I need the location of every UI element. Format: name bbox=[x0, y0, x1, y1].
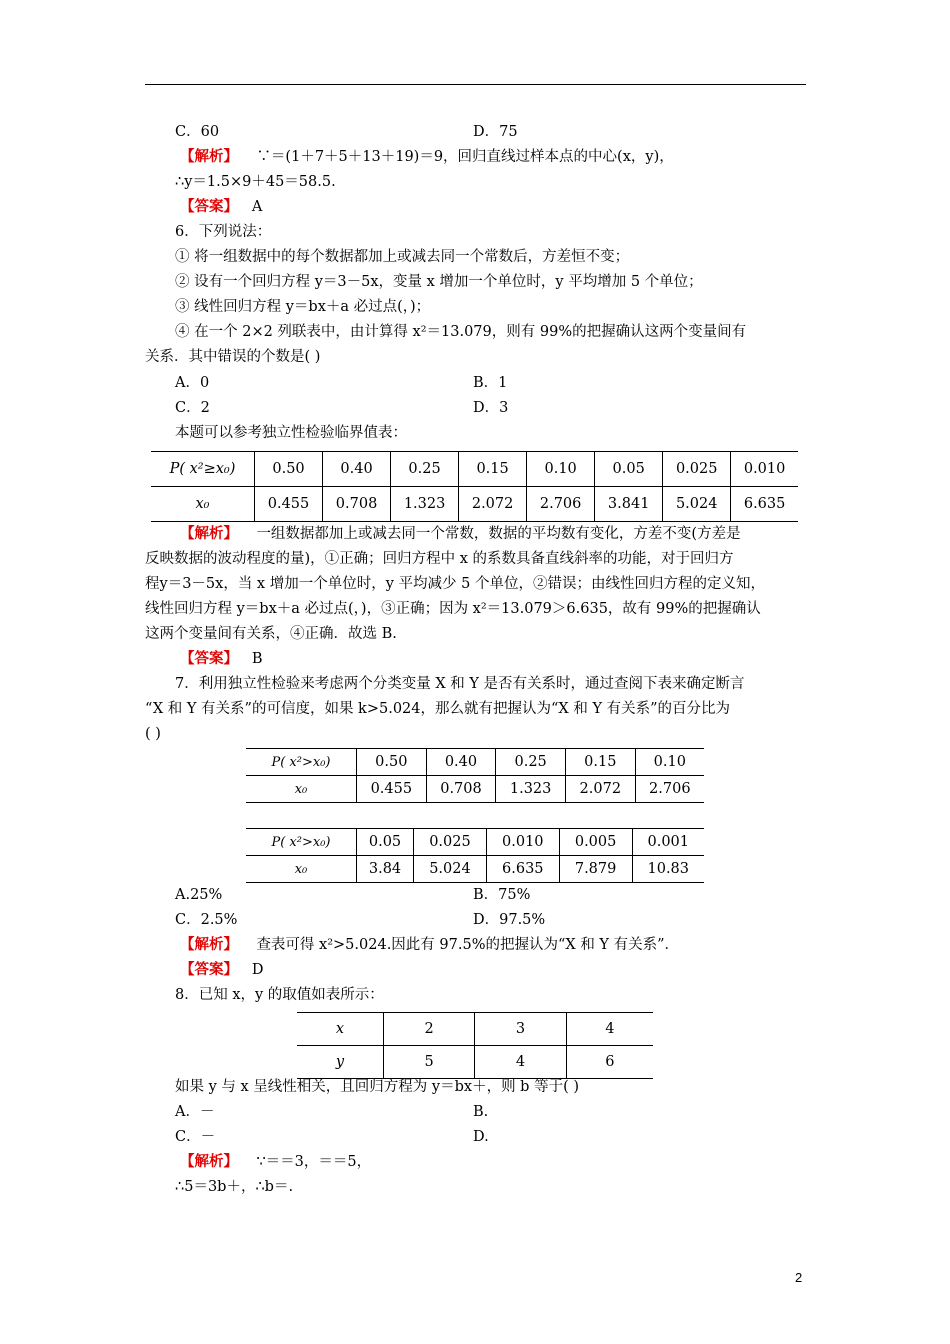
option-c: C．60 bbox=[175, 124, 220, 140]
table-cell: 3 bbox=[475, 1013, 566, 1046]
analysis-line bbox=[180, 524, 741, 544]
page-number: 2 bbox=[795, 1270, 803, 1285]
answer-text: A bbox=[251, 199, 263, 215]
table-cell: P( x²≥x₀) bbox=[151, 452, 255, 487]
text-line: “X 和 Y 有关系”的可信度，如果 k>5.024，那么就有把握认为“X 和 Y 有关系”的百分比为 bbox=[145, 701, 731, 717]
table-cell: 2.072 bbox=[565, 776, 635, 803]
analysis-text: 查表可得 x²>5.024.因此有 97.5%的把握认为“X 和 Y 有关系”． bbox=[256, 937, 680, 953]
option-d: D. bbox=[473, 1129, 489, 1145]
table-cell: 0.25 bbox=[496, 749, 566, 776]
xy-value-table bbox=[297, 1012, 653, 1079]
text-line: ( ) bbox=[145, 726, 161, 742]
question-title: 7．利用独立性检验来考虑两个分类变量 X 和 Y 是否有关系时，通过查阅下表来确定断言 bbox=[175, 676, 745, 692]
option-c: C．2.5% bbox=[175, 912, 238, 928]
question-title: 8．已知 x，y 的取值如表所示： bbox=[175, 987, 384, 1003]
analysis-line bbox=[180, 147, 674, 167]
option-d: D．3 bbox=[473, 400, 509, 416]
table-row bbox=[297, 1013, 653, 1046]
table-cell: 0.05 bbox=[357, 829, 414, 856]
statement-1: ① 将一组数据中的每个数据都加上或减去同一个常数后，方差恒不变； bbox=[175, 249, 630, 265]
table-cell: 0.455 bbox=[357, 776, 427, 803]
analysis-line bbox=[180, 935, 679, 955]
table-cell: 0.010 bbox=[731, 452, 798, 487]
table-row bbox=[246, 829, 704, 856]
table-cell: 10.83 bbox=[632, 856, 704, 883]
table-cell: 0.40 bbox=[323, 452, 391, 487]
table-cell: 0.40 bbox=[426, 749, 496, 776]
table-cell: 0.455 bbox=[255, 487, 323, 522]
text-line: 如果 y 与 x 呈线性相关，且回归方程为 y＝bx＋，则 b 等于( ) bbox=[175, 1079, 579, 1095]
analysis-text: ∵＝＝3，＝＝5， bbox=[256, 1154, 372, 1170]
answer-line bbox=[180, 649, 262, 669]
answer-text: D bbox=[251, 962, 264, 978]
option-b: B．75% bbox=[473, 887, 531, 903]
table-cell: 3.84 bbox=[357, 856, 414, 883]
analysis-line bbox=[180, 1152, 371, 1172]
table-row bbox=[151, 487, 798, 522]
table-cell: 5.024 bbox=[663, 487, 731, 522]
answer-text: B bbox=[251, 651, 263, 667]
table-cell: 0.10 bbox=[635, 749, 704, 776]
option-a: A．－ bbox=[175, 1104, 215, 1120]
question-title: 6．下列说法： bbox=[175, 224, 272, 240]
table-cell: 2.072 bbox=[459, 487, 527, 522]
text-line: 关系．其中错误的个数是( ) bbox=[145, 349, 321, 365]
text-line: 本题可以参考独立性检验临界值表： bbox=[175, 425, 407, 441]
answer-tag: 【答案】 bbox=[180, 650, 238, 667]
analysis-tag: 【解析】 bbox=[180, 1153, 238, 1170]
table-cell: 6.635 bbox=[731, 487, 798, 522]
lookup-table-2 bbox=[246, 828, 704, 883]
table-cell: 0.50 bbox=[357, 749, 427, 776]
table-cell: 0.15 bbox=[565, 749, 635, 776]
table-cell: 1.323 bbox=[391, 487, 459, 522]
text-line: 线性回归方程 y＝bx＋a 必过点(，)，③正确；因为 x²＝13.079＞6.635，故有 99%的把握确认 bbox=[145, 601, 761, 617]
table-cell: 6.635 bbox=[486, 856, 559, 883]
header-rule bbox=[145, 84, 806, 85]
option-c: C．2 bbox=[175, 400, 210, 416]
table-cell: 2.706 bbox=[527, 487, 595, 522]
option-a: A.25% bbox=[175, 887, 223, 903]
option-d: D．97.5% bbox=[473, 912, 546, 928]
answer-tag: 【答案】 bbox=[180, 198, 238, 215]
table-cell: 0.50 bbox=[255, 452, 323, 487]
table-cell: 0.708 bbox=[426, 776, 496, 803]
table-row bbox=[297, 1046, 653, 1079]
table-cell: 7.879 bbox=[559, 856, 632, 883]
statement-3: ③ 线性回归方程 y＝bx＋a 必过点(，)； bbox=[175, 299, 431, 315]
table-row bbox=[151, 452, 798, 487]
option-c: C．－ bbox=[175, 1129, 216, 1145]
analysis-tag: 【解析】 bbox=[180, 148, 238, 165]
table-cell: 0.025 bbox=[414, 829, 487, 856]
table-cell: 5 bbox=[384, 1046, 475, 1079]
table-cell: 6 bbox=[566, 1046, 653, 1079]
table-cell: 2.706 bbox=[635, 776, 704, 803]
table-cell: 0.25 bbox=[391, 452, 459, 487]
table-cell: y bbox=[297, 1046, 384, 1079]
text-line: 这两个变量间有关系，④正确．故选 B. bbox=[145, 626, 397, 642]
table-cell: 0.10 bbox=[527, 452, 595, 487]
table-cell: x₀ bbox=[151, 487, 255, 522]
table-cell: 2 bbox=[384, 1013, 475, 1046]
table-cell: x₀ bbox=[246, 776, 357, 803]
text-line: 反映数据的波动程度的量)，①正确；回归方程中 x 的系数具备直线斜率的功能，对于回归方 bbox=[145, 551, 734, 567]
table-cell: x₀ bbox=[246, 856, 357, 883]
statement-2: ② 设有一个回归方程 y＝3－5x，变量 x 增加一个单位时，y 平均增加 5 个单位； bbox=[175, 274, 703, 290]
answer-tag: 【答案】 bbox=[180, 961, 238, 978]
table-cell: 0.010 bbox=[486, 829, 559, 856]
option-b: B．1 bbox=[473, 375, 508, 391]
analysis-tag: 【解析】 bbox=[180, 525, 238, 542]
answer-line bbox=[180, 197, 262, 217]
table-row bbox=[246, 749, 704, 776]
statement-4: ④ 在一个 2×2 列联表中，由计算得 x²＝13.079，则有 99%的把握确认这两个变量间有 bbox=[175, 324, 747, 340]
option-b: B. bbox=[473, 1104, 489, 1120]
lookup-table-1 bbox=[246, 748, 704, 803]
table-cell: 0.005 bbox=[559, 829, 632, 856]
table-cell: x bbox=[297, 1013, 384, 1046]
table-cell: 3.841 bbox=[595, 487, 663, 522]
table-cell: P( x²>x₀) bbox=[246, 829, 357, 856]
table-cell: 0.001 bbox=[632, 829, 704, 856]
text-line: ∴y＝1.5×9＋45＝58.5. bbox=[175, 174, 336, 190]
analysis-tag: 【解析】 bbox=[180, 936, 238, 953]
table-cell: 4 bbox=[566, 1013, 653, 1046]
table-cell: 1.323 bbox=[496, 776, 566, 803]
critical-value-table bbox=[151, 451, 798, 522]
table-cell: 5.024 bbox=[414, 856, 487, 883]
text-line: ∴5＝3b＋，∴b＝. bbox=[175, 1179, 294, 1195]
text-line: 程y＝3－5x，当 x 增加一个单位时，y 平均减少 5 个单位，②错误；由线性回归方程的定义知， bbox=[145, 576, 765, 592]
table-cell: 0.708 bbox=[323, 487, 391, 522]
table-cell: 0.15 bbox=[459, 452, 527, 487]
analysis-text: ∵＝(1＋7＋5＋13＋19)＝9，回归直线过样本点的中心(x，y)， bbox=[256, 149, 674, 165]
option-a: A．0 bbox=[175, 375, 210, 391]
table-row bbox=[246, 856, 704, 883]
table-row bbox=[246, 776, 704, 803]
table-cell: P( x²>x₀) bbox=[246, 749, 357, 776]
table-cell: 0.05 bbox=[595, 452, 663, 487]
table-cell: 0.025 bbox=[663, 452, 731, 487]
option-d: D．75 bbox=[473, 124, 518, 140]
answer-line bbox=[180, 960, 263, 980]
table-cell: 4 bbox=[475, 1046, 566, 1079]
analysis-text: 一组数据都加上或减去同一个常数，数据的平均数有变化，方差不变(方差是 bbox=[256, 526, 741, 542]
